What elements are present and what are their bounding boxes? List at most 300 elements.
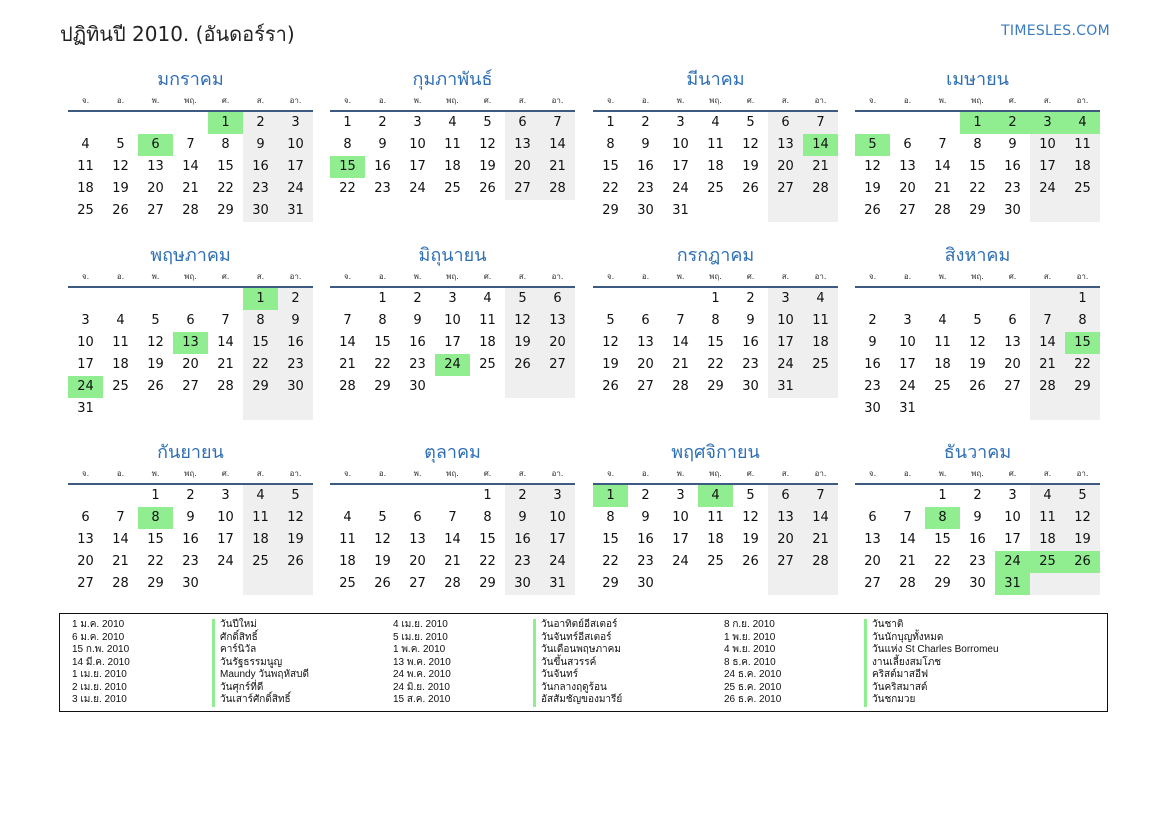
week-row [68,573,313,595]
day-cell: 25 [1065,178,1100,200]
holiday-name-column [533,619,622,707]
month-grid [855,467,1100,595]
day-cell: 18 [1030,529,1065,551]
day-cell: 3 [448,291,457,306]
month-grid [330,467,575,595]
weekday-label: พ. [938,96,947,105]
day-cell: 27 [864,576,881,591]
empty-cell [663,288,698,310]
day-cell: 5 [378,510,387,525]
day-cell: 23 [243,178,278,200]
day-cell: 25 [77,203,94,218]
weekday-label: พฤ. [184,96,197,105]
weekday-header [593,94,838,112]
day-cell: 17 [672,532,689,547]
day-cell: 11 [934,335,951,350]
day-cell: 6 [641,313,650,328]
day-cell: 5 [746,488,755,503]
day-cell: 13 [864,532,881,547]
day-cell: 9 [746,313,755,328]
day-cell: 1 [606,115,615,130]
month-name: สิงหาคม [944,245,1011,266]
empty-cell [103,288,138,310]
day-cell: 11 [444,137,461,152]
day-cell: 14 [803,134,838,156]
empty-cell [733,200,768,222]
weekday-label: จ. [81,96,90,105]
weekday-label: ศ. [746,96,755,105]
weekday-label: พฤ. [971,96,984,105]
day-cell: 24 [68,376,103,398]
holiday-name: วันจันทร์อีสเตอร์ [541,631,612,643]
weekday-label: จ. [868,272,877,281]
holiday-date: 24 ธ.ค. 2010 [724,669,782,680]
empty-cell [855,288,890,310]
empty-cell [330,288,365,310]
day-cell: 8 [483,510,492,525]
holiday-date-column [393,619,533,707]
day-cell: 19 [374,554,391,569]
holiday-name: วันคริสมาสต์ [872,681,928,693]
empty-cell [68,288,103,310]
weekday-label: พ. [676,272,685,281]
day-cell: 11 [339,532,356,547]
holiday-date: 1 พ.ย. 2010 [724,631,776,643]
week-row [593,156,838,178]
day-cell: 18 [1065,156,1100,178]
day-cell: 24 [540,551,575,573]
empty-cell [803,200,838,222]
weekday-label: ส. [1043,96,1052,105]
day-cell: 18 [934,357,951,372]
day-cell: 21 [182,181,199,196]
holiday-name: วันแห่ง St Charles Borromeu [872,644,999,655]
weekday-label: จ. [343,96,352,105]
day-cell: 7 [803,112,838,134]
day-cell: 29 [147,576,164,591]
day-cell: 3 [1008,488,1017,503]
day-cell: 9 [378,137,387,152]
day-cell: 12 [147,335,164,350]
day-cell: 17 [409,159,426,174]
day-cell: 8 [221,137,230,152]
month-calendar [330,66,575,236]
day-cell: 3 [903,313,912,328]
day-cell: 25 [339,576,356,591]
day-cell: 10 [672,137,689,152]
empty-cell [173,288,208,310]
weekday-label: จ. [606,272,615,281]
empty-cell [68,485,103,507]
week-row [68,156,313,178]
day-cell: 6 [768,485,803,507]
day-cell: 26 [112,203,129,218]
weekday-label: อา. [1076,272,1089,281]
holiday-date: 13 พ.ค. 2010 [393,656,451,668]
empty-cell [1065,573,1100,595]
day-cell: 21 [1030,354,1065,376]
day-cell: 11 [803,310,838,332]
day-cell: 25 [112,379,129,394]
holiday-date: 1 เม.ย. 2010 [72,669,127,680]
weekday-label: จ. [868,469,877,478]
weekday-header [593,467,838,485]
day-cell: 6 [868,510,877,525]
weekday-label: พ. [151,272,160,281]
holiday-date-column [724,619,864,707]
week-row [855,112,1100,134]
day-cell: 20 [768,156,803,178]
day-cell: 7 [343,313,352,328]
month-name: มีนาคม [686,69,745,90]
day-cell: 4 [1030,485,1065,507]
day-cell: 28 [899,576,916,591]
holiday-date: 15 ส.ค. 2010 [393,694,451,705]
weekday-label: อา. [289,96,302,105]
weekday-label: ส. [1043,469,1052,478]
holiday-name: Maundy วันพฤหัสบดี [220,669,309,680]
day-cell: 27 [540,354,575,376]
day-cell: 6 [1008,313,1017,328]
week-row [330,376,575,398]
month-name: กรกฎาคม [676,245,755,266]
day-cell: 24 [995,551,1030,573]
holiday-date-column [72,619,212,707]
empty-cell [365,485,400,507]
month-name: ตุลาคม [424,442,481,463]
day-cell: 8 [343,137,352,152]
month-calendar [593,66,838,236]
day-cell: 13 [173,332,208,354]
day-cell: 19 [742,532,759,547]
holiday-name: วันนักบุญทั้งหมด [872,631,944,643]
day-cell: 4 [803,288,838,310]
day-cell: 4 [1065,112,1100,134]
day-cell: 29 [707,379,724,394]
month-grid [68,270,313,420]
day-cell: 9 [1008,137,1017,152]
day-cell: 10 [899,335,916,350]
day-cell: 12 [505,310,540,332]
day-cell: 11 [1030,507,1065,529]
month-name: พฤศจิกายน [671,442,760,463]
month-name: ธันวาคม [943,442,1012,463]
day-cell: 5 [505,288,540,310]
day-cell: 10 [672,510,689,525]
weekday-label: พฤ. [971,272,984,281]
week-row [68,200,313,222]
day-cell: 23 [1004,181,1021,196]
day-cell: 2 [186,488,195,503]
day-cell: 3 [221,488,230,503]
empty-cell [593,288,628,310]
week-row [330,178,575,200]
day-cell: 24 [278,178,313,200]
day-cell: 22 [969,181,986,196]
week-row [855,573,1100,595]
day-cell: 22 [479,554,496,569]
empty-cell [733,573,768,595]
day-cell: 3 [768,288,803,310]
day-cell: 24 [768,354,803,376]
day-cell: 10 [217,510,234,525]
page-title: ปฏิทินปี 2010. (อันดอร์รา) [60,22,295,46]
day-cell: 31 [540,573,575,595]
day-cell: 15 [479,532,496,547]
empty-cell [103,398,138,420]
weekday-label: พฤ. [446,96,459,105]
day-cell: 21 [339,357,356,372]
day-cell: 26 [742,554,759,569]
weekday-label: ศ. [1008,272,1017,281]
day-cell: 27 [768,551,803,573]
week-row [68,288,313,310]
day-cell: 14 [934,159,951,174]
weekday-label: อา. [289,469,302,478]
weekday-header [68,94,313,112]
day-cell: 26 [602,379,619,394]
weekday-label: อ. [641,272,650,281]
day-cell: 24 [899,379,916,394]
day-cell: 25 [243,551,278,573]
day-cell: 27 [768,178,803,200]
day-cell: 2 [995,112,1030,134]
day-cell: 24 [672,181,689,196]
week-row [68,529,313,551]
day-cell: 6 [413,510,422,525]
day-cell: 18 [77,181,94,196]
day-cell: 23 [637,554,654,569]
month-name: มิถุนายน [418,245,487,266]
day-cell: 16 [1004,159,1021,174]
empty-cell [768,200,803,222]
weekday-label: พ. [151,469,160,478]
day-cell: 25 [707,181,724,196]
day-cell: 11 [707,510,724,525]
day-cell: 13 [147,159,164,174]
week-row [68,332,313,354]
day-cell: 18 [707,159,724,174]
day-cell: 19 [147,357,164,372]
day-cell: 14 [112,532,129,547]
day-cell: 21 [672,357,689,372]
day-cell: 25 [479,357,496,372]
day-cell: 3 [540,485,575,507]
day-cell: 15 [707,335,724,350]
week-row [593,529,838,551]
day-cell: 2 [413,291,422,306]
month-calendar [855,66,1100,236]
empty-cell [960,288,995,310]
weekday-label: ส. [518,469,527,478]
day-cell: 8 [973,137,982,152]
day-cell: 14 [339,335,356,350]
brand-link[interactable]: TIMESLES.COM [1001,23,1110,39]
day-cell: 15 [374,335,391,350]
day-cell: 16 [409,335,426,350]
day-cell: 14 [182,159,199,174]
day-cell: 12 [602,335,619,350]
holiday-list [59,613,1108,712]
day-cell: 16 [374,159,391,174]
day-cell: 19 [112,181,129,196]
day-cell: 2 [278,288,313,310]
holiday-name: อัสสัมชัญของมารีย์ [541,694,623,705]
month-grid [593,467,838,595]
day-cell: 19 [1065,529,1100,551]
day-cell: 7 [938,137,947,152]
weekday-header [855,467,1100,485]
day-cell: 31 [995,573,1030,595]
day-cell: 25 [1030,551,1065,573]
holiday-name: วันศุกร์ที่ดี [220,681,264,693]
day-cell: 4 [448,115,457,130]
empty-cell [803,573,838,595]
holiday-date: 6 ม.ค. 2010 [72,631,125,643]
day-cell: 23 [864,379,881,394]
day-cell: 16 [182,532,199,547]
week-row [593,112,838,134]
day-cell: 9 [505,507,540,529]
day-cell: 4 [483,291,492,306]
month-grid [330,270,575,398]
weekday-label: ส. [256,96,265,105]
day-cell: 27 [505,178,540,200]
week-row [330,573,575,595]
day-cell: 28 [540,178,575,200]
holiday-date: 14 มี.ค. 2010 [72,656,130,668]
month-grid [855,94,1100,222]
day-cell: 6 [81,510,90,525]
day-cell: 5 [151,313,160,328]
day-cell: 30 [505,573,540,595]
weekday-label: ส. [518,96,527,105]
holiday-name-column [212,619,309,707]
day-cell: 4 [938,313,947,328]
month-name: กันยายน [157,442,224,463]
day-cell: 14 [540,134,575,156]
week-row [68,354,313,376]
weekday-label: อา. [551,96,564,105]
day-cell: 21 [803,156,838,178]
day-cell: 30 [182,576,199,591]
day-cell: 26 [969,379,986,394]
weekday-label: ศ. [746,469,755,478]
day-cell: 4 [116,313,125,328]
week-row [68,310,313,332]
weekday-label: อา. [551,272,564,281]
day-cell: 13 [409,532,426,547]
day-cell: 8 [925,507,960,529]
empty-cell [628,288,663,310]
weekday-label: อา. [814,96,827,105]
day-cell: 23 [969,554,986,569]
day-cell: 27 [147,203,164,218]
day-cell: 5 [278,485,313,507]
day-cell: 10 [768,310,803,332]
holiday-name: วันเสาร์ศักดิ์สิทธิ์ [220,694,291,705]
week-row [330,507,575,529]
day-cell: 4 [698,485,733,507]
day-cell: 3 [1030,112,1065,134]
weekday-label: ส. [1043,272,1052,281]
day-cell: 10 [1030,134,1065,156]
day-cell: 28 [672,379,689,394]
week-row [330,134,575,156]
month-calendar [68,66,313,236]
empty-cell [890,112,925,134]
weekday-label: พฤ. [184,272,197,281]
empty-cell [890,485,925,507]
week-row [330,288,575,310]
day-cell: 26 [147,379,164,394]
weekday-label: จ. [606,96,615,105]
month-grid [330,94,575,200]
week-row [68,398,313,420]
day-cell: 1 [243,288,278,310]
day-cell: 3 [81,313,90,328]
holiday-date: 25 ธ.ค. 2010 [724,681,782,693]
day-cell: 20 [77,554,94,569]
empty-cell [995,288,1030,310]
day-cell: 6 [186,313,195,328]
day-cell: 9 [973,510,982,525]
weekday-label: ส. [781,272,790,281]
day-cell: 29 [217,203,234,218]
day-cell: 28 [934,203,951,218]
weekday-header [330,94,575,112]
empty-cell [243,573,278,595]
day-cell: 7 [116,510,125,525]
day-cell: 22 [602,554,619,569]
day-cell: 17 [217,532,234,547]
day-cell: 15 [934,532,951,547]
day-cell: 11 [707,137,724,152]
day-cell: 22 [243,354,278,376]
day-cell: 28 [182,203,199,218]
day-cell: 12 [278,507,313,529]
week-row [593,310,838,332]
week-row [855,507,1100,529]
day-cell: 29 [1065,376,1100,398]
week-row [68,485,313,507]
day-cell: 30 [864,401,881,416]
day-cell: 14 [444,532,461,547]
day-cell: 23 [374,181,391,196]
week-row [855,332,1100,354]
day-cell: 10 [1004,510,1021,525]
day-cell: 2 [641,488,650,503]
day-cell: 16 [278,332,313,354]
day-cell: 20 [637,357,654,372]
weekday-label: พฤ. [184,469,197,478]
day-cell: 6 [768,112,803,134]
day-cell: 15 [243,332,278,354]
empty-cell [208,398,243,420]
day-cell: 8 [378,313,387,328]
day-cell: 9 [413,313,422,328]
day-cell: 16 [969,532,986,547]
day-cell: 27 [182,379,199,394]
day-cell: 31 [278,200,313,222]
day-cell: 18 [479,335,496,350]
empty-cell [103,485,138,507]
weekday-label: อ. [116,96,125,105]
day-cell: 16 [637,532,654,547]
day-cell: 7 [1030,310,1065,332]
weekday-label: จ. [81,469,90,478]
month-calendar [855,439,1100,609]
